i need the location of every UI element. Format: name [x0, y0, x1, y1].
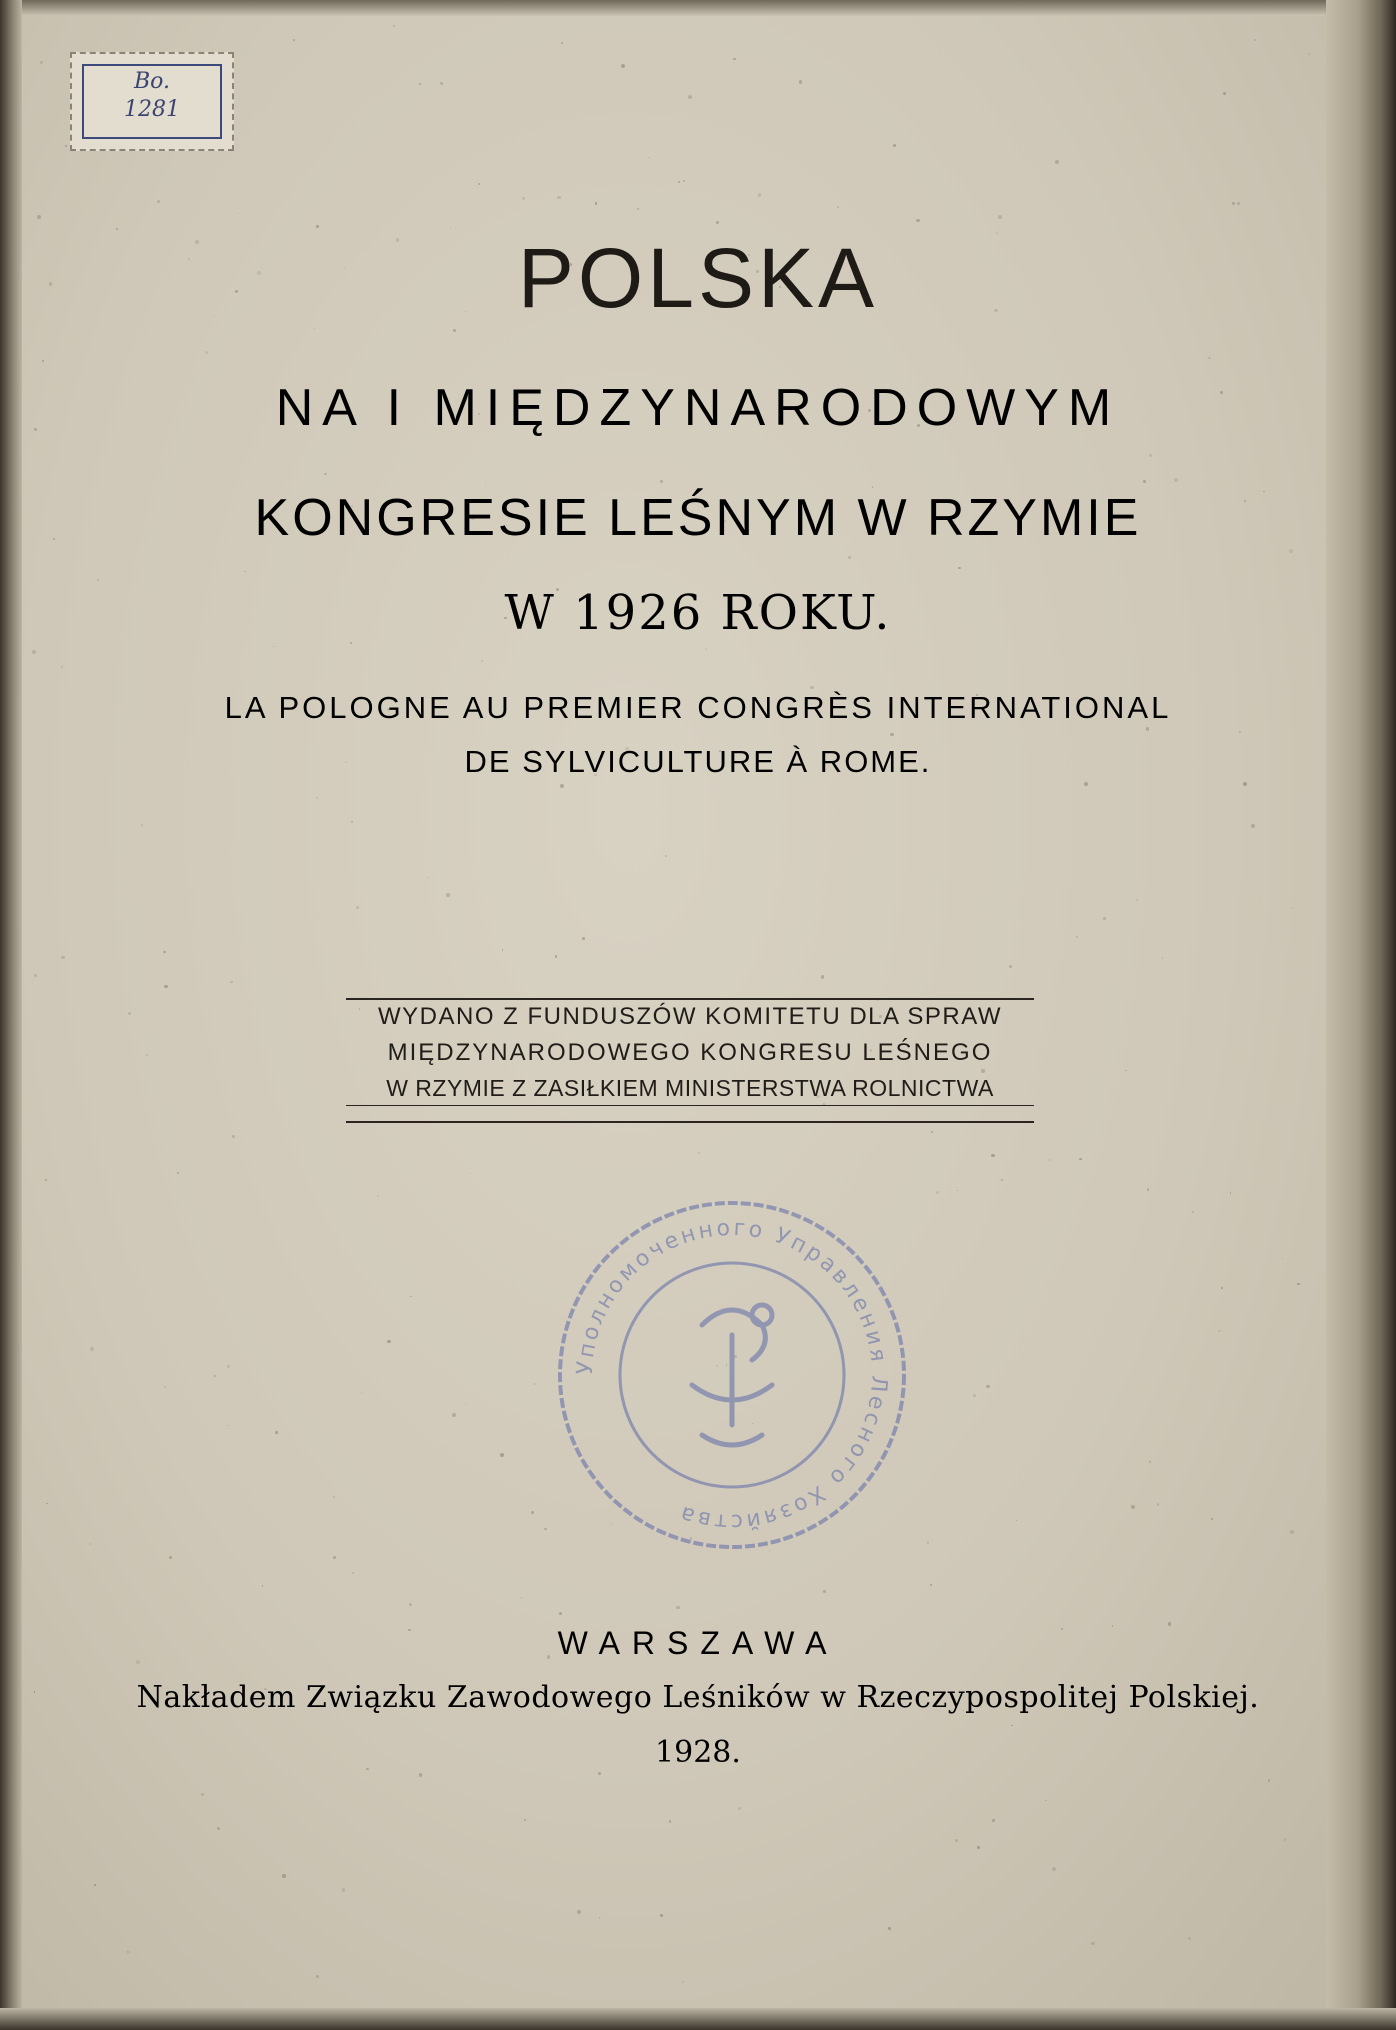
- paper-speck: [141, 824, 144, 827]
- paper-speck: [262, 1585, 263, 1586]
- paper-speck: [350, 642, 352, 644]
- paper-speck: [705, 648, 707, 650]
- paper-speck: [1284, 1838, 1286, 1840]
- paper-speck: [128, 1012, 131, 1015]
- paper-speck: [90, 1543, 92, 1545]
- paper-speck: [1243, 782, 1247, 786]
- paper-speck: [201, 1793, 204, 1796]
- paper-speck: [1149, 454, 1152, 457]
- paper-speck: [1192, 1211, 1194, 1213]
- paper-speck: [450, 227, 451, 228]
- paper-speck: [37, 215, 41, 219]
- library-stamp: [552, 1195, 912, 1555]
- paper-speck: [582, 937, 585, 940]
- paper-speck: [32, 650, 36, 654]
- paper-speck: [227, 1365, 230, 1368]
- paper-speck: [837, 206, 839, 208]
- french-title-line-1: LA POLOGNE AU PREMIER CONGRÈS INTERNATIONAL: [224, 690, 1172, 725]
- funding-rule-top: [346, 998, 1034, 1000]
- paper-speck: [94, 1884, 96, 1886]
- paper-speck: [97, 579, 99, 581]
- paper-speck: [169, 1556, 172, 1559]
- paper-speck: [534, 1383, 536, 1385]
- paper-speck: [293, 39, 295, 41]
- paper-speck: [981, 1069, 984, 1072]
- paper-speck: [237, 213, 238, 214]
- paper-speck: [342, 1888, 345, 1891]
- paper-speck: [502, 949, 503, 950]
- imprint-city: WARSZAWA: [557, 1625, 839, 1661]
- funding-line-2: MIĘDZYNARODOWEGO KONGRESU LEŚNEGO: [387, 1039, 993, 1066]
- paper-speck: [544, 1528, 547, 1531]
- paper-speck: [716, 221, 719, 224]
- paper-speck: [1084, 782, 1088, 786]
- paper-speck: [333, 1496, 335, 1498]
- paper-speck: [927, 1541, 929, 1543]
- paper-speck: [555, 955, 557, 957]
- paper-speck: [1239, 731, 1241, 733]
- paper-speck: [393, 25, 395, 27]
- paper-speck: [1038, 1988, 1039, 1989]
- paper-speck: [316, 225, 319, 228]
- subtitle-line-2: KONGRESIE LEŚNYM W RZYMIE: [254, 489, 1142, 547]
- paper-speck: [930, 1584, 932, 1586]
- paper-speck: [890, 733, 894, 737]
- paper-speck: [1268, 1779, 1270, 1781]
- paper-speck: [302, 1609, 303, 1610]
- subtitle-line-3: W 1926 ROKU.: [504, 585, 892, 641]
- paper-speck: [521, 1597, 522, 1598]
- paper-speck: [1146, 727, 1149, 730]
- paper-speck: [1218, 1330, 1220, 1332]
- paper-speck: [1001, 1179, 1004, 1182]
- paper-speck: [275, 1431, 278, 1434]
- paper-speck: [799, 80, 802, 83]
- paper-speck: [214, 1375, 217, 1378]
- paper-speck: [452, 1413, 456, 1417]
- paper-speck: [1297, 1283, 1300, 1286]
- paper-speck: [660, 480, 663, 483]
- paper-speck: [823, 1590, 827, 1594]
- paper-speck: [478, 183, 480, 185]
- paper-speck: [333, 1556, 336, 1559]
- paper-speck: [1055, 160, 1059, 164]
- paper-speck: [559, 1612, 562, 1615]
- paper-speck: [991, 1154, 995, 1158]
- paper-speck: [317, 917, 318, 918]
- paper-speck: [1174, 478, 1178, 482]
- funding-rule-bottom: [346, 1121, 1034, 1123]
- paper-speck: [232, 1135, 235, 1138]
- paper-speck: [893, 144, 896, 147]
- paper-speck: [665, 855, 666, 856]
- paper-speck: [557, 196, 560, 199]
- paper-speck: [654, 933, 655, 934]
- paper-speck: [446, 893, 450, 897]
- paper-speck: [981, 1496, 982, 1497]
- paper-speck: [146, 1054, 148, 1056]
- paper-speck: [1136, 899, 1138, 901]
- paper-speck: [1052, 1867, 1056, 1871]
- paper-speck: [157, 200, 160, 203]
- paper-speck: [669, 1820, 672, 1823]
- paper-speck: [1251, 824, 1255, 828]
- paper-speck: [1011, 1725, 1013, 1727]
- paper-speck: [531, 1511, 534, 1514]
- cover-title: POLSKA: [517, 231, 879, 325]
- paper-speck: [957, 1190, 958, 1191]
- paper-speck: [522, 197, 525, 200]
- paper-speck: [1009, 965, 1012, 968]
- paper-speck: [1131, 1505, 1135, 1509]
- paper-speck: [205, 351, 208, 354]
- paper-speck: [1016, 1520, 1018, 1522]
- paper-speck: [1254, 39, 1256, 41]
- funding-line-1: WYDANO Z FUNDUSZÓW KOMITETU DLA SPRAW: [378, 1003, 1002, 1030]
- paper-speck: [419, 83, 421, 85]
- paper-speck: [45, 1179, 47, 1181]
- paper-speck: [244, 571, 245, 572]
- paper-speck: [821, 975, 825, 979]
- paper-speck: [409, 1603, 412, 1606]
- paper-speck: [419, 1773, 423, 1777]
- stamp-ring-text: Уполномоченного Управления Лесного Хозяйства: [572, 1215, 892, 1535]
- paper-speck: [577, 1910, 581, 1914]
- paper-speck: [1308, 53, 1310, 55]
- paper-speck: [560, 784, 564, 788]
- imprint-year: 1928.: [655, 1735, 741, 1770]
- paper-speck: [992, 1819, 995, 1822]
- paper-speck: [986, 1385, 990, 1389]
- funding-line-3: W RZYMIE Z ZASIŁKIEM MINISTERSTWA ROLNICTWA: [386, 1075, 994, 1101]
- paper-speck: [282, 1874, 286, 1878]
- paper-speck: [78, 187, 80, 189]
- paper-speck: [1260, 901, 1262, 903]
- paper-speck: [470, 1173, 471, 1174]
- paper-speck: [848, 556, 851, 559]
- paper-speck: [46, 1503, 47, 1504]
- paper-speck: [1282, 1258, 1283, 1259]
- paper-speck: [485, 481, 486, 482]
- paper-speck: [316, 797, 318, 799]
- paper-speck: [1157, 1503, 1159, 1505]
- paper-speck: [356, 906, 359, 909]
- paper-speck: [1143, 480, 1146, 483]
- paper-speck: [164, 985, 168, 989]
- paper-speck: [387, 1340, 390, 1343]
- paper-speck: [314, 328, 315, 329]
- paper-speck: [888, 1927, 890, 1929]
- paper-speck: [316, 1975, 319, 1978]
- paper-speck: [90, 1347, 94, 1351]
- paper-speck: [958, 567, 960, 569]
- paper-speck: [698, 1152, 700, 1154]
- subtitle-line-1: NA I MIĘDZYNARODOWYM: [275, 379, 1121, 437]
- page-bottom-edge: [0, 2008, 1396, 2030]
- paper-speck: [648, 157, 650, 159]
- library-label-line2: 1281: [124, 97, 180, 122]
- paper-speck: [164, 1386, 166, 1388]
- paper-speck: [931, 1131, 933, 1133]
- paper-speck: [1049, 1159, 1051, 1161]
- paper-speck: [561, 42, 563, 44]
- paper-speck: [65, 145, 67, 147]
- page-top-edge: [0, 0, 1396, 16]
- paper-speck: [621, 64, 625, 68]
- paper-speck: [676, 1606, 680, 1610]
- paper-speck: [678, 181, 680, 183]
- paper-speck: [595, 202, 598, 205]
- paper-speck: [1149, 1461, 1151, 1463]
- paper-speck: [427, 1244, 428, 1245]
- paper-speck: [916, 219, 919, 222]
- paper-speck: [410, 1296, 411, 1297]
- paper-speck: [40, 61, 43, 64]
- paper-speck: [230, 981, 232, 983]
- paper-speck: [352, 1572, 354, 1574]
- paper-speck: [453, 329, 456, 332]
- paper-speck: [1045, 1800, 1046, 1801]
- paper-speck: [428, 877, 429, 878]
- paper-speck: [955, 1839, 958, 1842]
- paper-speck: [1208, 357, 1210, 359]
- paper-speck: [1292, 907, 1294, 909]
- paper-speck: [61, 956, 64, 959]
- french-title-line-2: DE SYLVICULTURE À ROME.: [464, 744, 932, 779]
- paper-speck: [524, 1819, 526, 1821]
- paper-speck: [1232, 202, 1235, 205]
- paper-speck: [127, 1951, 129, 1953]
- paper-speck: [660, 1914, 663, 1917]
- paper-speck: [377, 1195, 379, 1197]
- paper-speck: [1289, 549, 1293, 553]
- paper-speck: [977, 1846, 980, 1849]
- paper-speck: [1158, 189, 1159, 190]
- paper-speck: [1125, 1070, 1127, 1072]
- library-label: [70, 52, 234, 151]
- paper-speck: [217, 1827, 220, 1830]
- paper-speck: [1103, 917, 1105, 919]
- paper-speck: [324, 473, 326, 475]
- paper-speck: [273, 646, 274, 647]
- paper-speck: [758, 193, 762, 197]
- paper-speck: [1079, 1158, 1081, 1160]
- paper-speck: [1290, 1530, 1293, 1533]
- paper-speck: [481, 660, 483, 662]
- stamp-emblem-icon: [692, 1305, 772, 1445]
- paper-speck: [361, 1392, 362, 1393]
- paper-speck: [733, 58, 735, 60]
- paper-speck: [683, 180, 685, 182]
- paper-speck: [1147, 1188, 1149, 1190]
- paper-speck: [1091, 1942, 1094, 1945]
- paper-speck: [738, 1807, 740, 1809]
- paper-speck: [440, 82, 443, 85]
- paper-speck: [351, 821, 353, 823]
- paper-speck: [1223, 92, 1226, 95]
- paper-speck: [637, 208, 639, 210]
- paper-speck: [598, 1772, 601, 1775]
- paper-speck: [61, 666, 64, 669]
- paper-speck: [682, 1981, 684, 1983]
- paper-speck: [163, 951, 165, 953]
- paper-speck: [599, 1917, 600, 1918]
- paper-speck: [1237, 202, 1240, 205]
- paper-speck: [228, 1425, 229, 1426]
- paper-speck: [810, 686, 814, 690]
- paper-speck: [1162, 957, 1164, 959]
- paper-speck: [1211, 1518, 1213, 1520]
- paper-speck: [34, 974, 37, 977]
- paper-speck: [1188, 1937, 1191, 1940]
- paper-speck: [177, 1172, 179, 1174]
- imprint-publisher: Nakładem Związku Zawodowego Leśników w Rzeczypospolitej Polskiej.: [136, 1680, 1260, 1715]
- paper-speck: [500, 1453, 504, 1457]
- funding-rule-mid: [346, 1105, 1034, 1106]
- paper-speck: [998, 215, 1002, 219]
- library-label-line1: Bo.: [133, 69, 171, 94]
- paper-speck: [42, 360, 44, 362]
- paper-speck: [973, 1394, 976, 1397]
- library-label-text: [72, 68, 232, 124]
- paper-speck: [1221, 1287, 1223, 1289]
- paper-speck: [1230, 1192, 1232, 1194]
- paper-speck: [688, 95, 692, 99]
- paper-speck: [936, 1191, 939, 1194]
- paper-speck: [465, 1404, 466, 1405]
- paper-speck: [1076, 936, 1078, 938]
